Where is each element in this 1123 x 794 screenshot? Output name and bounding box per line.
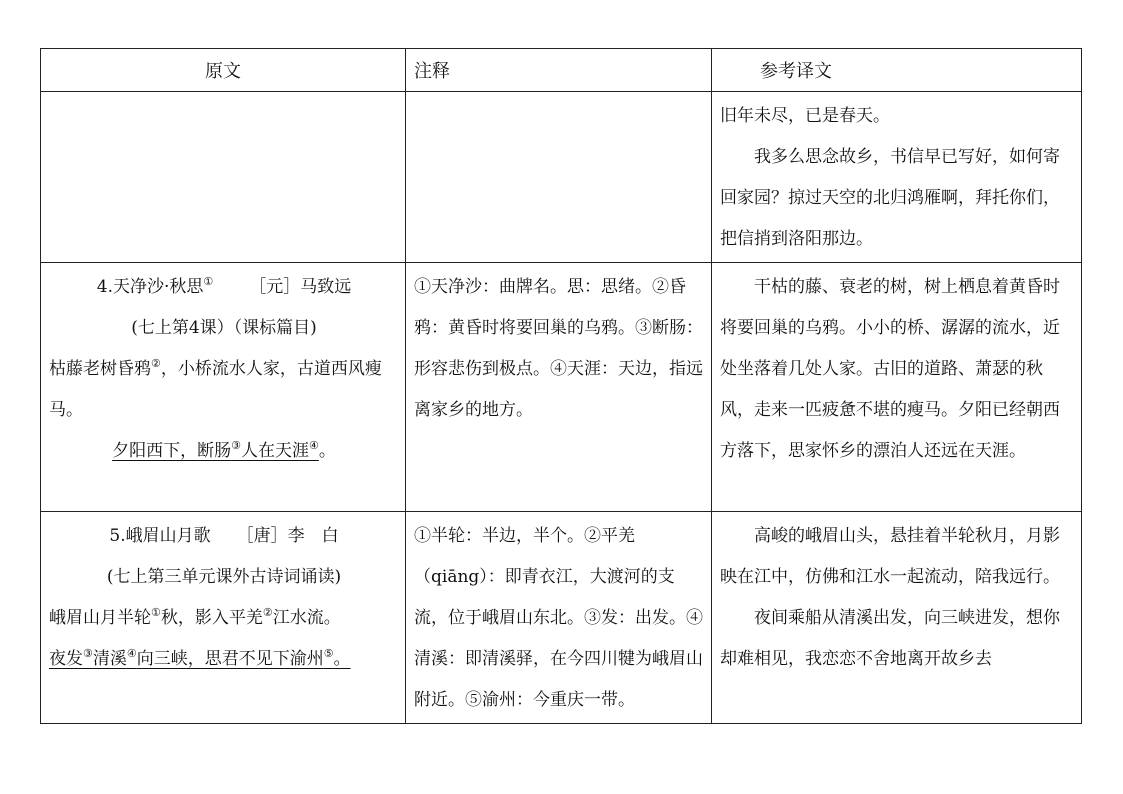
poem-author: ［元］马致远 bbox=[249, 277, 352, 297]
poem-line: 夕阳西下，断肠③人在天涯④。 bbox=[112, 439, 336, 461]
underlined-line: 夕阳西下，断肠③人在天涯④ bbox=[112, 439, 319, 461]
poem-heading bbox=[49, 267, 399, 308]
original-cell bbox=[41, 512, 406, 724]
notes-cell bbox=[406, 92, 712, 263]
notes-text: ①半轮：半边，半个。②平羌（qiāng）：即青衣江，大渡河的支流，位于峨眉山东北。③发：出发。④清溪：即清溪驿，在今四川犍为峨眉山附近。⑤渝州：今重庆一带。 bbox=[414, 526, 703, 710]
translation-para: 夜间乘船从清溪出发，向三峡进发，想你却难相见，我恋恋不舍地离开故乡去 bbox=[720, 608, 1060, 669]
poem-line bbox=[49, 639, 399, 680]
translation-cell bbox=[712, 263, 1082, 512]
poem-source: (七上第三单元课外古诗词诵读) bbox=[106, 567, 342, 587]
translation-cell bbox=[712, 512, 1082, 724]
header-notes: 注释 bbox=[406, 49, 712, 92]
translation-para: 高峻的峨眉山头，悬挂着半轮秋月，月影映在江中，仿佛和江水一起流动，陪我远行。 bbox=[720, 526, 1060, 587]
notes-text: ①天净沙：曲牌名。思：思绪。②昏鸦：黄昏时将要回巢的乌鸦。③断肠：形容悲伤到极点。④天涯：天边，指远离家乡的地方。 bbox=[414, 277, 703, 420]
header-row bbox=[41, 49, 1082, 92]
table-row bbox=[41, 92, 1082, 263]
poetry-table bbox=[40, 48, 1082, 724]
translation-para: 干枯的藤、衰老的树，树上栖息着黄昏时将要回巢的乌鸦。小小的桥、潺潺的流水，近处坐落着几处人家。古旧的道路、萧瑟的秋风，走来一匹疲惫不堪的瘦马。夕阳已经朝西方落下，思家怀乡的漂泊人还远在天涯。 bbox=[720, 277, 1060, 461]
header-translation: 参考译文 bbox=[712, 49, 1082, 92]
original-cell bbox=[41, 92, 406, 263]
translation-cell bbox=[712, 92, 1082, 263]
translation-para: 旧年未尽，已是春天。 bbox=[720, 106, 890, 126]
translation-para: 我多么思念故乡，书信早已写好，如何寄回家园？掠过天空的北归鸿雁啊，拜托你们，把信捎到洛阳那边。 bbox=[720, 147, 1060, 249]
poem-line: 峨眉山月半轮①秋，影入平羌②江水流。 bbox=[49, 606, 341, 628]
notes-cell bbox=[406, 512, 712, 724]
header-original: 原文 bbox=[41, 49, 406, 92]
poem-title: 5.峨眉山月歌 bbox=[109, 526, 211, 546]
note-marker: ② bbox=[151, 357, 161, 370]
poem-title: 4.天净沙·秋思 bbox=[96, 277, 204, 297]
note-marker: ① bbox=[203, 275, 214, 288]
table-row bbox=[41, 512, 1082, 724]
poem-source: (七上第4课）（课标篇目) bbox=[131, 318, 317, 338]
underlined-line: 夜发③清溪④向三峡，思君不见下渝州⑤。 bbox=[49, 647, 351, 669]
table-row bbox=[41, 263, 1082, 512]
poem-author: ［唐］李 白 bbox=[236, 526, 339, 546]
notes-cell bbox=[406, 263, 712, 512]
poem-heading bbox=[49, 516, 399, 557]
poem-line: 枯藤老树昏鸦②，小桥流水人家，古道西风瘦马。 bbox=[49, 357, 382, 420]
original-cell bbox=[41, 263, 406, 512]
